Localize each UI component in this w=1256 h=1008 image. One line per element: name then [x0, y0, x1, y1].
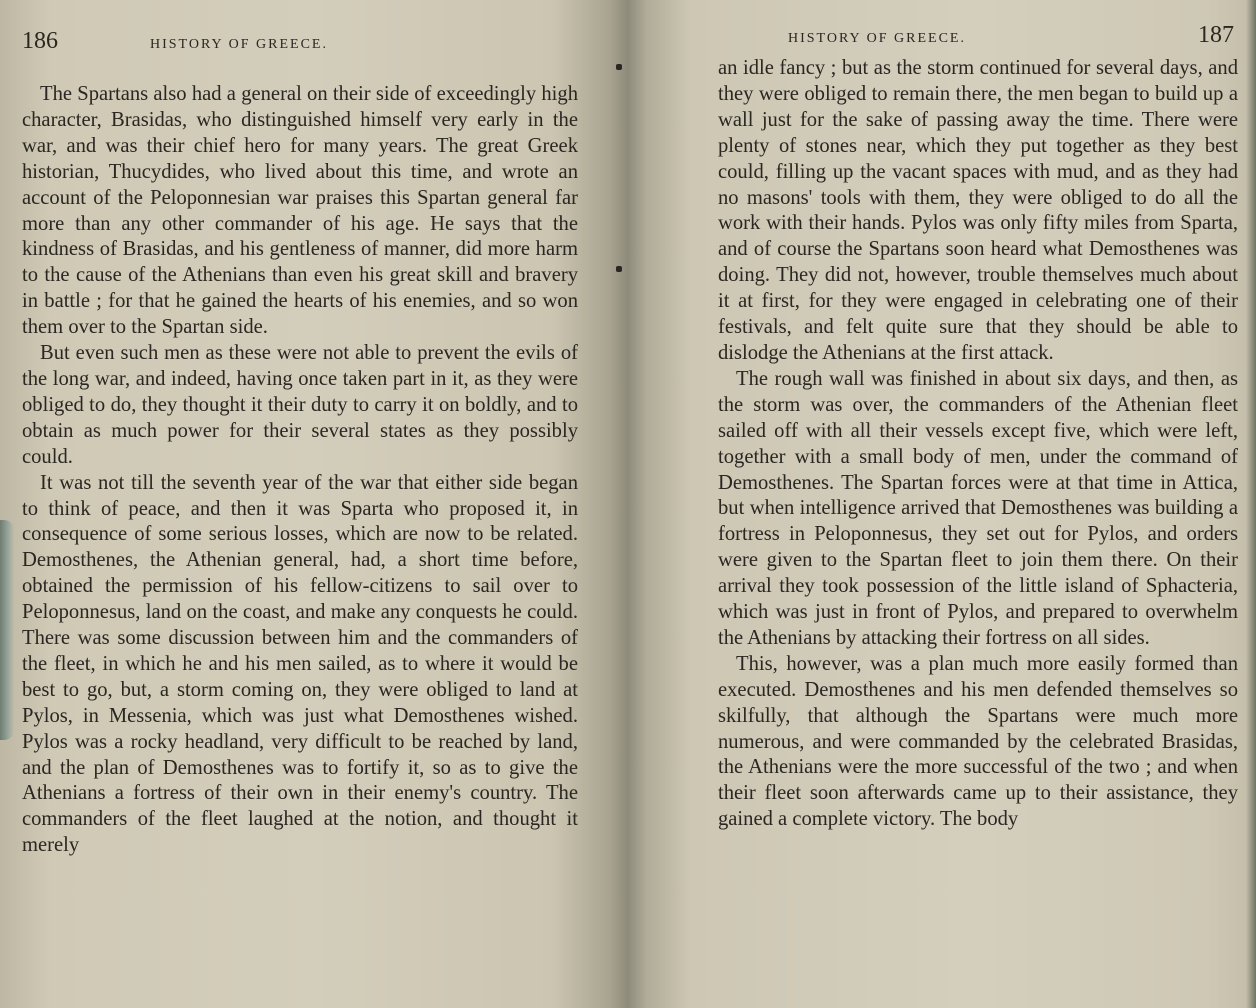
left-paragraph-3: It was not till the seventh year of the war that either side began to think of peace, and then it was Sparta who proposed it, in consequence of some serious losses, which are now to be related. Demosthenes, the Athenian general, had, a short time before, obtained the permission of his fellow-citizens to sail over to Peloponnesus, land on the coast, and make any conquests he could. There was some discussion between him and the commanders of the fleet, in which he and his men sailed, as to where it would be best to go, but, a storm coming on, they were obliged to land at Pylos, in Messenia, which was just what Demosthenes wished. Pylos was a rocky headland, very difficult to be reached by land, and the plan of Demosthenes was to fortify it, so as to give the Athenians a fortress of their own in their enemy's country. The commanders of the fleet laughed at the notion, and thought it merely [22, 471, 578, 857]
right-page-number: 187 [1198, 22, 1234, 48]
right-paragraph-1: an idle fancy ; but as the storm continued for several days, and they were obliged to remain there, the men began to build up a wall just for the sake of passing away the time. There were plenty of stones near, which they put together as they best could, filling up the vacant spaces with mud, and as they had no masons' tools with them, they were obliged to do all the work with their hands. Pylos was only fifty miles from Sparta, and of course the Spartans soon heard what Demosthenes was doing. They did not, however, trouble themselves much about it at first, for they were engaged in celebrating one of their festivals, and felt quite sure that they should be able to dislodge the Athenians at the first attack. [718, 57, 1238, 364]
right-paragraph-2: The rough wall was finished in about six days, and then, as the storm was over, the commanders of the Athenian fleet sailed off with all their vessels except five, which were left, together with a small body of men, under the command of Demosthenes. The Spartan forces were at that time in Attica, but when intelligence arrived that Demosthenes was building a fortress in Peloponnesus, they set out for Pylos, and orders were given to the Spartan fleet to join them there. On their arrival they took possession of the little island of Sphacteria, which was just in front of Pylos, and prepared to overwhelm the Athenians by attacking their fortress on all sides. [718, 367, 1238, 649]
right-running-head: HISTORY OF GREECE. [788, 31, 966, 46]
left-page-number: 186 [22, 28, 58, 54]
right-page-body [718, 56, 1238, 833]
left-page-header [22, 28, 578, 62]
cover-edge [0, 520, 14, 740]
right-paragraph-3: This, however, was a plan much more easily formed than executed. Demosthenes and his men defended themselves so skilfully, that although the Spartans were much more numerous, and were commanded by the celebrated Brasidas, the Athenians were the more successful of the two ; and when their fleet soon afterwards came up to their assistance, they gained a complete victory. The body [718, 652, 1238, 831]
left-paragraph-1: The Spartans also had a general on their side of exceedingly high character, Brasidas, who distinguished himself very early in the war, and was their chief hero for many years. The great Greek historian, Thucydides, who lived about this time, and wrote an account of the Peloponnesian war praises this Spartan general far more than any other commander of his age. He says that the kindness of Brasidas, and his gentleness of manner, did more harm to the cause of the Athenians than even his great skill and bravery in battle ; for that he gained the hearts of his enemies, and so won them over to the Spartan side. [22, 83, 578, 339]
right-page [628, 0, 1256, 1008]
left-page-body [22, 82, 578, 859]
binding-thread-mark [616, 266, 622, 272]
left-paragraph-2: But even such men as these were not able to prevent the evils of the long war, and indeed, having once taken part in it, as they were obliged to do, they thought it their duty to carry it on boldly, and to obtain as much power for their several states as they possibly could. [22, 342, 578, 468]
book-edge [1246, 0, 1256, 1008]
left-running-head: HISTORY OF GREECE. [150, 37, 328, 52]
right-page-header [718, 22, 1238, 56]
binding-thread-mark [616, 64, 622, 70]
